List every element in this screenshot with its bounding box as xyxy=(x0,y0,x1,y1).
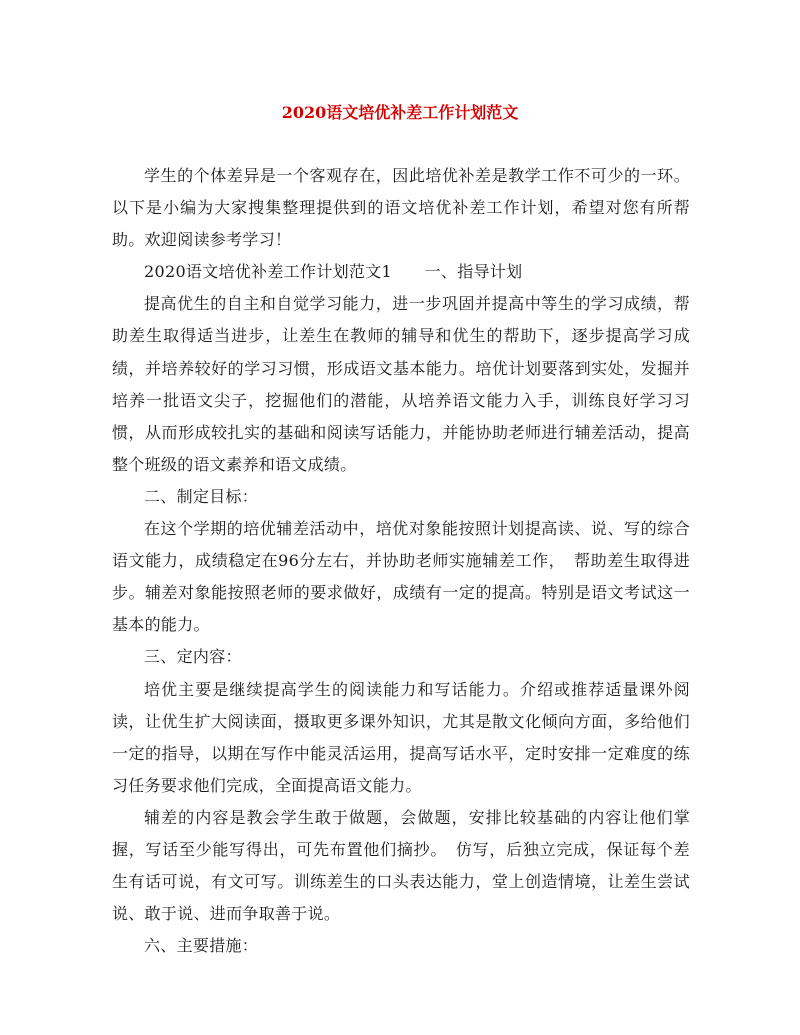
document-body xyxy=(112,160,690,962)
document-title: 2020语文培优补差工作计划范文 xyxy=(281,103,519,122)
paragraph-intro: 学生的个体差异是一个客观存在，因此培优补差是教学工作不可少的一环。以下是小编为大家搜集整理提供到的语文培优补差工作计划，希望对您有所帮助。欢迎阅读参考学习！ xyxy=(112,166,690,250)
paragraph-heading-measures: 六、主要措施： xyxy=(144,936,259,956)
paragraph-section-heading-1: 2020语文培优补差工作计划范文1 一、指导计划 xyxy=(144,262,523,282)
paragraph-content-excellent: 培优主要是继续提高学生的阅读能力和写话能力。介绍或推荐适量课外阅读，让优生扩大阅读面，摄取更多课外知识，尤其是散文化倾向方面，多给他们一定的指导，以期在写作中能灵活运用，提高写话水平，定时安排一定难度的练习任务要求他们完成，全面提高语文能力。 xyxy=(112,679,690,795)
paragraph-heading-content: 三、定内容： xyxy=(144,647,242,667)
paragraph-content-weak: 辅差的内容是教会学生敢于做题，会做题，安排比较基础的内容让他们掌握，写话至少能写得出，可先布置他们摘抄。 仿写，后独立完成，保证每个差生有话可说，有文可写。训练差生的口头表达能力，堂上创造情境，让差生尝试说、敢于说、进而争取善于说。 xyxy=(112,807,690,924)
paragraph-goals: 在这个学期的培优辅差活动中，培优对象能按照计划提高读、说、写的综合语文能力，成绩稳定在96分左右，并协助老师实施辅差工作， 帮助差生取得进步。辅差对象能按照老师的要求做好，成绩有一定的提高。特别是语文考试这一基本的能力。 xyxy=(112,519,690,635)
paragraph-guidance-plan: 提高优生的自主和自觉学习能力，进一步巩固并提高中等生的学习成绩，帮助差生取得适当进步，让差生在教师的辅导和优生的帮助下，逐步提高学习成绩，并培养较好的学习习惯，形成语文基本能力。培优计划要落到实处，发掘并培养一批语文尖子，挖掘他们的潜能，从培养语文能力入手，训练良好学习习惯，从而形成较扎实的基础和阅读写话能力，并能协助老师进行辅差活动，提高整个班级的语文素养和语文成绩。 xyxy=(112,294,690,474)
paragraph-heading-goals: 二、制定目标： xyxy=(144,486,259,506)
